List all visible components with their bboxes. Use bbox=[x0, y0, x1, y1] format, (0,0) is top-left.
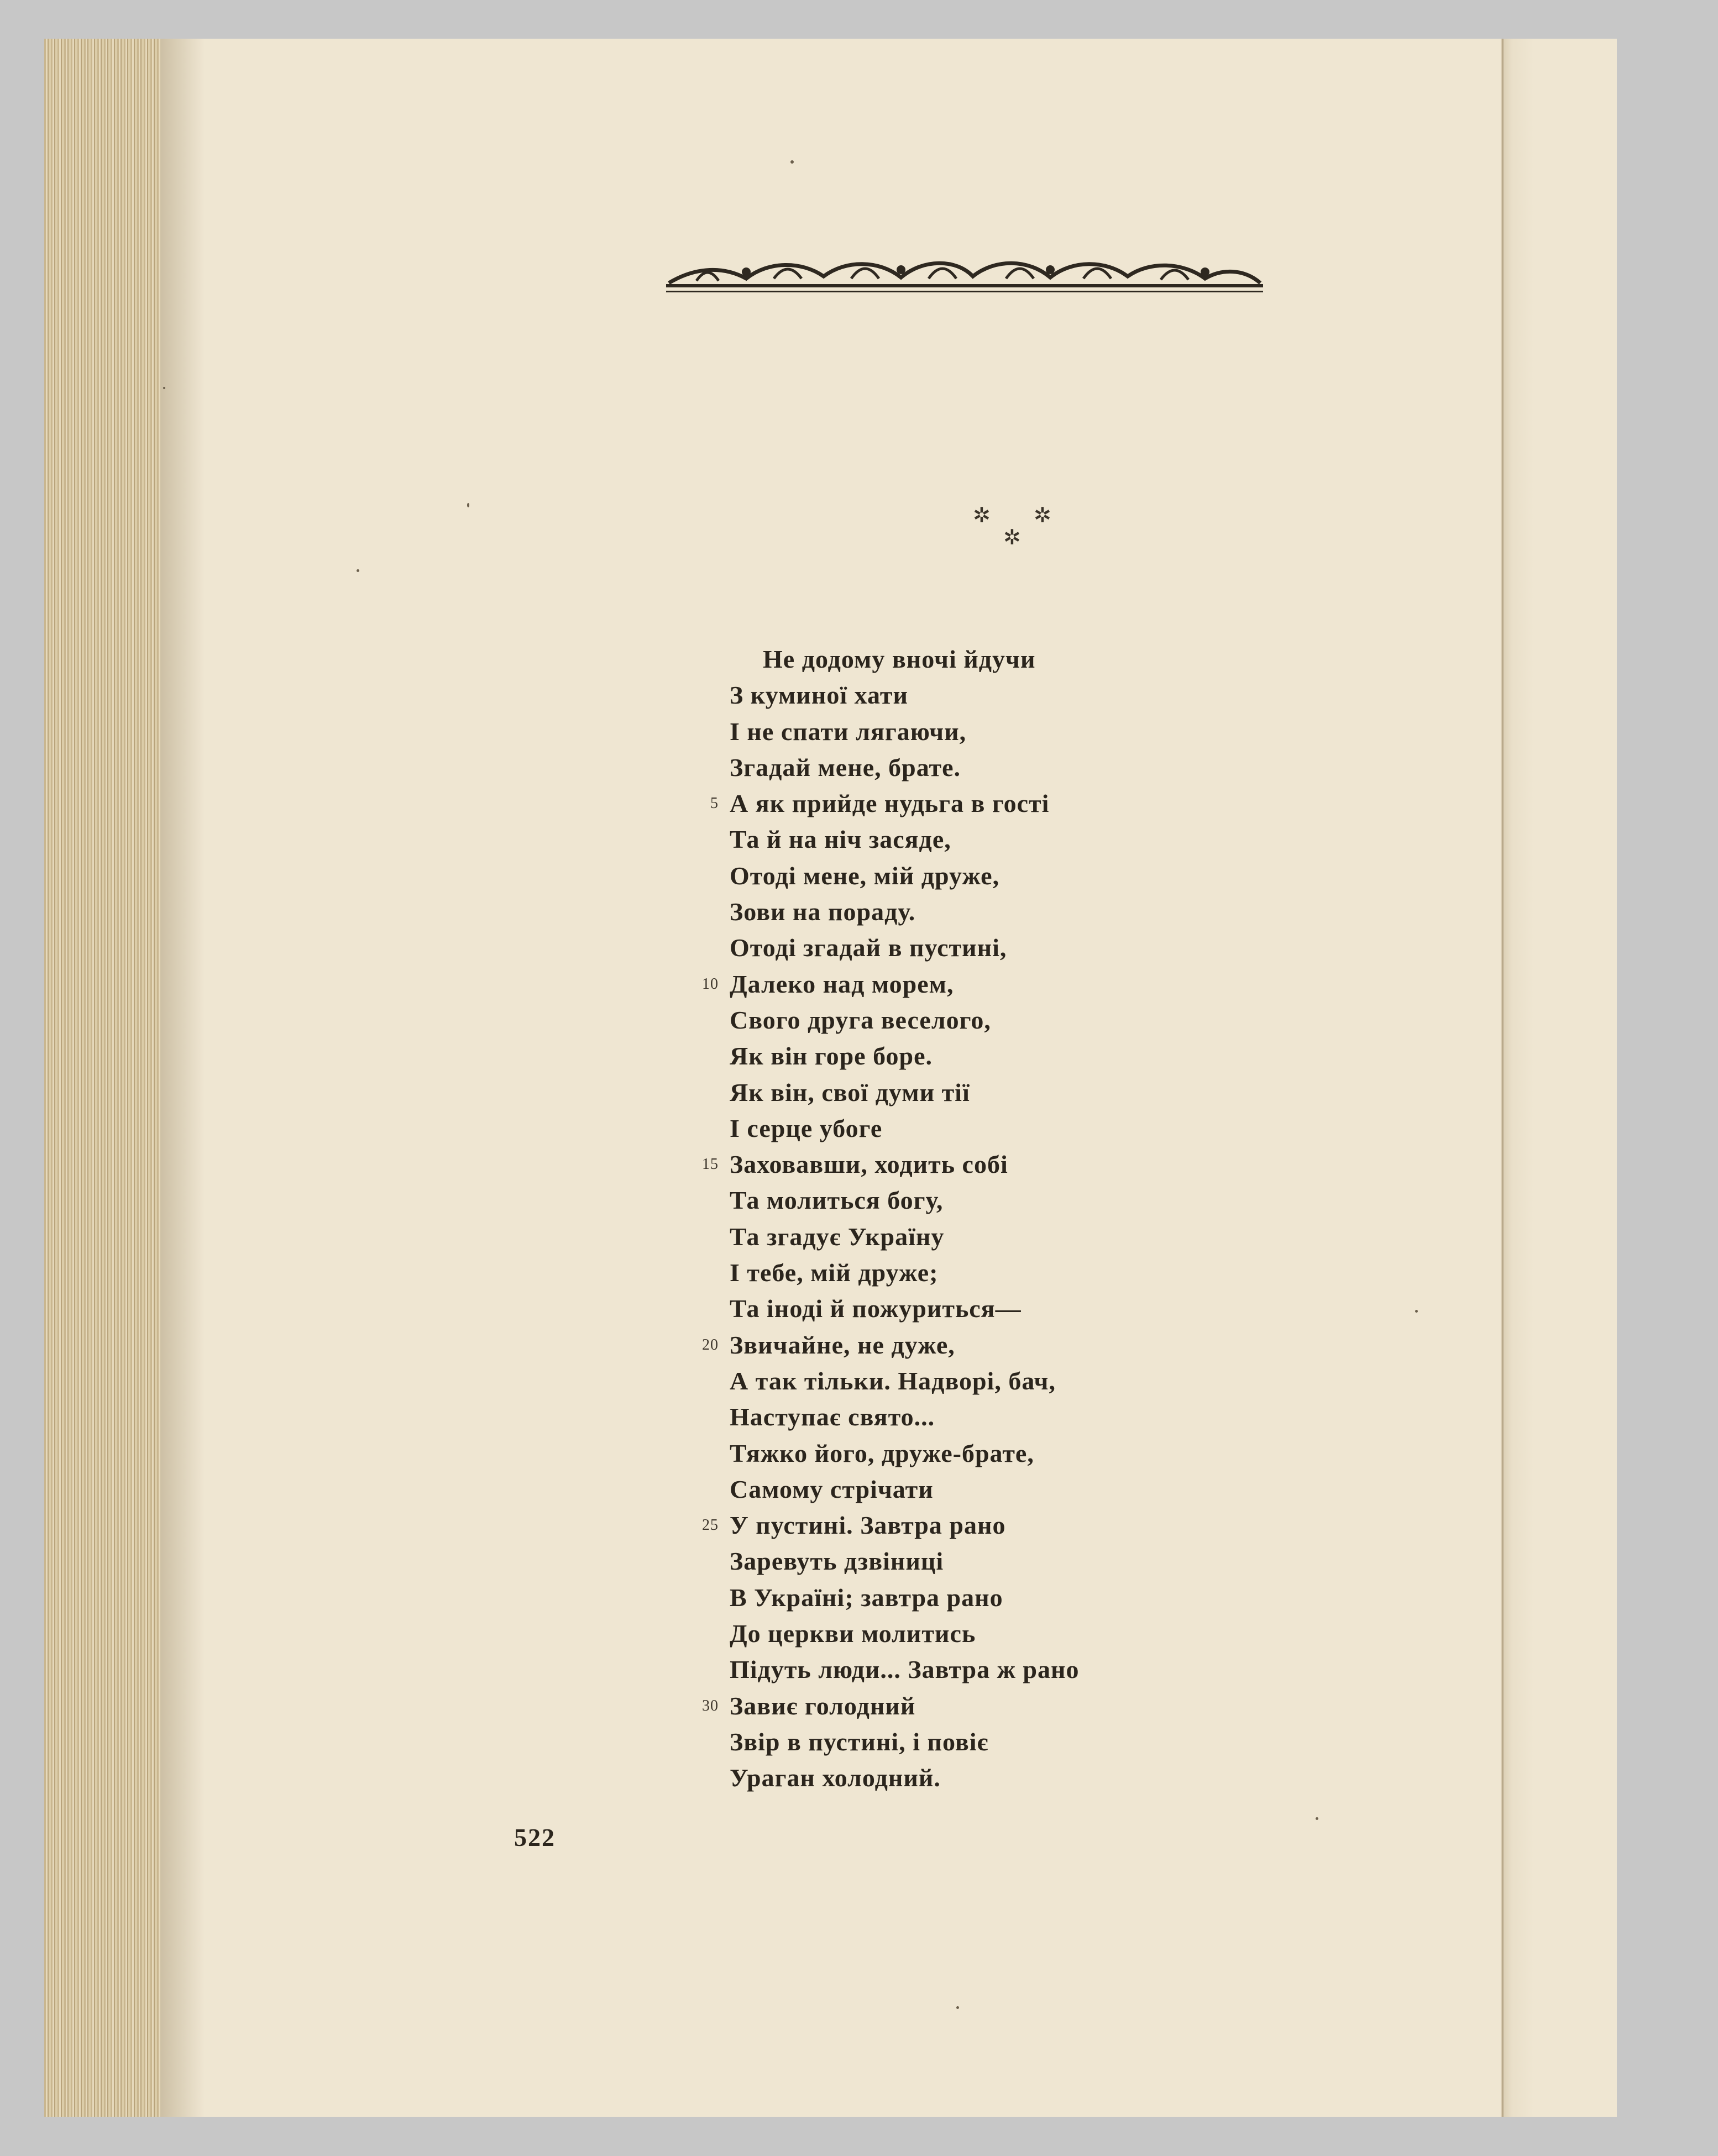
poem-line-text: А як прийде нудьга в гості bbox=[730, 789, 1050, 818]
poem-line-text: Заховавши, ходить собі bbox=[730, 1150, 1008, 1179]
asterisk-icon: ✲ bbox=[1034, 503, 1051, 527]
poem-line-text: І не спати лягаючи, bbox=[730, 717, 967, 746]
poem-line bbox=[730, 1110, 1504, 1146]
paper-speck bbox=[1415, 1310, 1418, 1313]
poem-line bbox=[730, 1724, 1504, 1760]
poem-line-text: Свого друга веселого, bbox=[730, 1005, 991, 1034]
poem-line bbox=[730, 1291, 1504, 1326]
asterisk-icon: ✲ bbox=[973, 503, 991, 527]
line-number: 5 bbox=[710, 795, 719, 812]
poem-line bbox=[730, 1471, 1504, 1507]
paper-speck bbox=[956, 2006, 959, 2009]
poem-line-text: Звичайне, не дуже, bbox=[730, 1330, 955, 1359]
book-page bbox=[44, 39, 1617, 2117]
poem-line-text: Підуть люди... Завтра ж рано bbox=[730, 1655, 1080, 1684]
paper-speck bbox=[163, 387, 165, 389]
poem-line-text: Та молиться богу, bbox=[730, 1186, 944, 1215]
poem-line-text: Завиє голодний bbox=[730, 1691, 916, 1720]
poem-line-text: Та іноді й пожуриться— bbox=[730, 1294, 1022, 1323]
poem-line-text: Та згадує Україну bbox=[730, 1222, 945, 1251]
poem-line bbox=[730, 677, 1504, 713]
poem-line-text: Ураган холодний. bbox=[730, 1764, 941, 1792]
poem-line bbox=[702, 1146, 1504, 1182]
poem-line bbox=[730, 1074, 1504, 1110]
poem-line bbox=[730, 1651, 1504, 1687]
poem-line bbox=[730, 714, 1504, 749]
poem-line-text: Згадай мене, брате. bbox=[730, 753, 961, 781]
poem-line bbox=[730, 1363, 1504, 1399]
poem-line bbox=[730, 1219, 1504, 1255]
poem-line-text: Не додому вночі йдучи bbox=[763, 645, 1036, 673]
poem-line bbox=[702, 966, 1504, 1002]
poem-line-text: І тебе, мій друже; bbox=[730, 1258, 939, 1287]
line-number: 10 bbox=[702, 975, 719, 993]
poem-line bbox=[702, 1507, 1504, 1543]
asterisk-icon: ✲ bbox=[1003, 525, 1021, 549]
gutter-shadow bbox=[160, 39, 205, 2117]
poem-line bbox=[730, 1038, 1504, 1074]
page-edge-stack bbox=[44, 39, 160, 2117]
poem-line bbox=[730, 1002, 1504, 1038]
poem-line-text: У пустині. Завтра рано bbox=[730, 1511, 1006, 1540]
paper-speck bbox=[1316, 1817, 1318, 1820]
poem-body bbox=[702, 641, 1504, 1796]
poem-line bbox=[730, 894, 1504, 930]
poem-line-text: Зови на пораду. bbox=[730, 898, 916, 926]
poem-line-text: Тяжко його, друже-брате, bbox=[730, 1439, 1034, 1467]
line-number: 25 bbox=[702, 1517, 719, 1534]
poem-line-text: Як він горе боре. bbox=[730, 1042, 933, 1071]
poem-line-text: Отоді мене, мій друже, bbox=[730, 861, 1000, 890]
paper-speck bbox=[790, 160, 794, 164]
poem-line bbox=[730, 1615, 1504, 1651]
poem-line-text: До церкви молитись bbox=[730, 1619, 976, 1648]
poem-line bbox=[730, 1760, 1504, 1796]
poem-line bbox=[730, 1543, 1504, 1579]
line-number: 15 bbox=[702, 1156, 719, 1173]
page-number: 522 bbox=[514, 1823, 556, 1851]
next-page-leaf bbox=[1501, 39, 1617, 2117]
poem-line-text: Далеко над морем, bbox=[730, 969, 954, 998]
poem-line bbox=[702, 1327, 1504, 1363]
poem-line bbox=[730, 1580, 1504, 1615]
poem-line bbox=[730, 1182, 1504, 1218]
poem-line bbox=[730, 821, 1504, 857]
paper-speck bbox=[357, 569, 359, 572]
poem-line-text: З куминої хати bbox=[730, 681, 908, 710]
poem-line-text: Отоді згадай в пустині, bbox=[730, 933, 1007, 962]
poem-line bbox=[730, 1435, 1504, 1471]
poem-line-text: Самому стрічати bbox=[730, 1475, 934, 1503]
poem-line bbox=[730, 1255, 1504, 1291]
poem-line bbox=[730, 1399, 1504, 1435]
poem-line-text: Як він, свої думи тії bbox=[730, 1078, 970, 1106]
poem-line-text: Наступає свято... bbox=[730, 1403, 935, 1431]
poem-line-text: В Україні; завтра рано bbox=[730, 1583, 1003, 1612]
section-asterism bbox=[962, 503, 1072, 569]
poem-line bbox=[730, 930, 1504, 966]
paper-speck bbox=[467, 503, 469, 507]
poem-line bbox=[730, 641, 1504, 677]
poem-line-text: І серце убоге bbox=[730, 1114, 883, 1142]
poem-line bbox=[702, 1688, 1504, 1724]
poem-line bbox=[710, 785, 1504, 821]
line-number: 20 bbox=[702, 1336, 719, 1354]
poem-line bbox=[730, 858, 1504, 894]
poem-line-text: Звір в пустині, і повіє bbox=[730, 1727, 989, 1756]
poem-line-text: Та й на ніч засяде, bbox=[730, 825, 951, 854]
poem-line bbox=[730, 749, 1504, 785]
poem-line-text: А так тільки. Надворі, бач, bbox=[730, 1366, 1056, 1395]
line-number: 30 bbox=[702, 1697, 719, 1714]
poem-line-text: Заревуть дзвіниці bbox=[730, 1547, 944, 1576]
decorative-ornament-icon bbox=[663, 244, 1266, 305]
